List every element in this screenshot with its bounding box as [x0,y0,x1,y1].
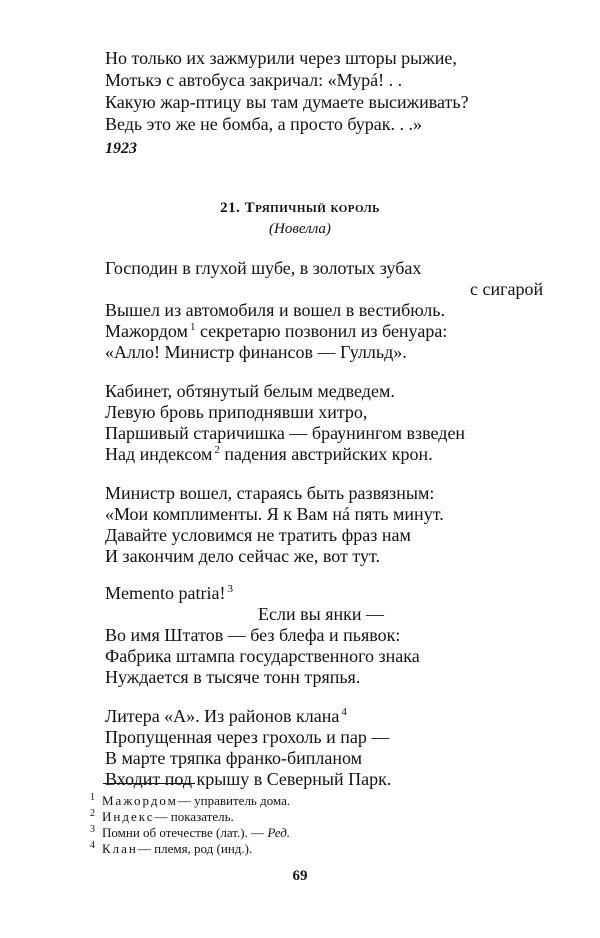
verse-line: Ведь это же не бомба, а просто бурак. . .» [105,114,423,134]
verse-line: Министр вошел, стараясь быть развязным: [105,483,435,503]
verse-line: Фабрика штампа государственного знака [105,646,420,666]
verse-line: Господин в глухой шубе, в золотых зубах [105,258,422,278]
footnote-mark: 3 [227,583,233,595]
verse-line-continuation: с сигарой [470,279,544,299]
poem-date: 1923 [105,140,137,157]
footnote-text: Помни об отечестве (лат.). — [102,825,265,840]
verse-line: Мотькэ с автобуса закричал: «Мурá! . . [105,70,403,90]
footnote-term: Мажордом [102,793,178,808]
verse-text: Литера «А». Из районов клана [105,706,340,726]
verse-line [105,705,347,727]
footnote: 2 Индекс— показатель. [90,807,234,824]
verse-line: «Алло! Министр финансов — Гулльд». [105,342,407,362]
footnote-mark: 4 [341,706,347,718]
footnote-mark: 2 [214,444,220,456]
verse-line: «Мои комплименты. Я к Вам нá пять минут. [105,504,444,524]
page-number: 69 [292,868,308,884]
footnote-text: — управитель дома. [177,793,291,808]
verse-line: Паршивый старичишка — браунингом взведен [105,423,466,443]
verse-line: И закончим дело сейчас же, вот тут. [105,546,380,566]
verse-line: Но только их зажмурили через шторы рыжие, [105,48,457,68]
verse-line: Кабинет, обтянутый белым медведем. [105,381,395,401]
verse-text: Мажордом [105,321,188,341]
verse-text: Над индексом [105,444,213,464]
verse-text: падения австрийских крон. [224,444,433,464]
footnote: 3 Помни об отечестве (лат.). — Ред. [90,823,291,840]
verse-line: Левую бровь приподнявши хитро, [105,402,368,422]
verse-line: Входит под крышу в Северный Парк. [105,769,392,789]
footnote-mark: 1 [189,321,196,333]
verse-line: В марте тряпка франко-бипланом [105,748,363,768]
verse-line: Нуждается в тысяче тонн тряпья. [105,667,361,687]
footnote-divider [103,783,195,784]
footnote-text: — показатель. [154,809,234,824]
footnote-term: Клан [102,841,138,856]
poem-title: 21. Тряпичный король [220,200,380,216]
poem-subtitle: (Новелла) [269,221,331,237]
verse-line: Какую жар-птицу вы там думаете высиживать? [105,92,469,112]
verse-line [105,582,233,604]
verse-line: Во имя Штатов — без блефа и пьявок: [105,625,401,645]
footnote: 4 Клан— племя, род (инд.). [90,839,253,856]
footnote-text: — племя, род (инд.). [137,841,253,856]
verse-line: Вышел из автомобиля и вошел в вестибюль. [105,300,445,320]
verse-line [105,320,447,342]
footnote: 1 Мажордом— управитель дома. [90,791,291,808]
verse-line: Пропущенная через грохоль и пар — [105,727,390,747]
verse-line-continuation: Если вы янки — [258,604,384,624]
footnote-editor-note: Ред. [267,825,291,840]
verse-line [105,443,433,465]
verse-text: Memento patria! [105,583,226,603]
footnote-term: Индекс [102,809,155,824]
verse-line: Давайте условимся не тратить фраз нам [105,525,411,545]
verse-text: секретарю позвонил из бенуара: [199,321,448,341]
